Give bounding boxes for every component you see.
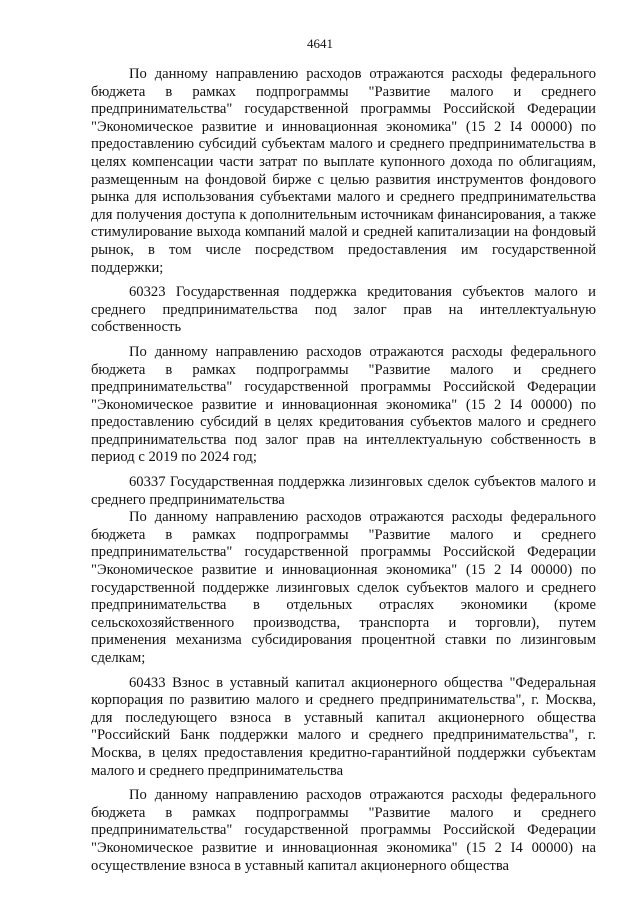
paragraph-heading-60323: 60323 Государственная поддержка кредитования субъектов малого и среднего предпринимательства под залог прав на интеллектуальную собственность <box>91 284 596 336</box>
paragraph-description: По данному направлению расходов отражаются расходы федерального бюджета в рамках подпрограммы "Развитие малого и среднего предпринимательства" государственной программы Российской Федерации "Экономическое развитие и инновационная экономика" (15 2 I4 00000) по государственной поддержке лизинговых сделок субъектов малого и среднего предпринимательства в отдельных отраслях экономики (кроме сельскохозяйственного производства, транспорта и торговли), путем применения механизма субсидирования процентной ставки по лизинговым сделкам; <box>91 509 596 666</box>
paragraph-description: По данному направлению расходов отражаются расходы федерального бюджета в рамках подпрограммы "Развитие малого и среднего предпринимательства" государственной программы Российской Федерации "Экономическое развитие и инновационная экономика" (15 2 I4 00000) по предоставлению субсидий в целях кредитования субъектов малого и среднего предпринимательства под залог прав на интеллектуальную собственность в период с 2019 по 2024 год; <box>91 343 596 466</box>
page-number: 4641 <box>307 36 333 51</box>
document-body <box>91 66 596 875</box>
paragraph-description: По данному направлению расходов отражаются расходы федерального бюджета в рамках подпрограммы "Развитие малого и среднего предпринимательства" государственной программы Российской Федерации "Экономическое развитие и инновационная экономика" (15 2 I4 00000) по предоставлению субсидий субъектам малого и среднего предпринимательства в целях компенсации части затрат по выплате купонного дохода по облигациям, размещенным на фондовой бирже с целью развития инструментов фондового рынка для использования субъектами малого и среднего предпринимательства для получения доступа к дополнительным источникам финансирования, а также стимулирование выхода компаний малой и средней капитализации на фондовый рынок, в том числе посредством предоставления им государственной поддержки; <box>91 66 596 276</box>
paragraph-heading-60433: 60433 Взнос в уставный капитал акционерного общества "Федеральная корпорация по развитию малого и среднего предпринимательства", г. Москва, для последующего взноса в уставный капитал акционерного общества "Российский Банк поддержки малого и среднего предпринимательства", г. Москва, в целях предоставления кредитно-гарантийной поддержки субъектам малого и среднего предпринимательства <box>91 674 596 779</box>
paragraph-heading-60337: 60337 Государственная поддержка лизинговых сделок субъектов малого и среднего предпринимательства <box>91 474 596 508</box>
paragraph-description: По данному направлению расходов отражаются расходы федерального бюджета в рамках подпрограммы "Развитие малого и среднего предпринимательства" государственной программы Российской Федерации "Экономическое развитие и инновационная экономика" (15 2 I4 00000) на осуществление взноса в уставный капитал акционерного общества <box>91 787 596 874</box>
